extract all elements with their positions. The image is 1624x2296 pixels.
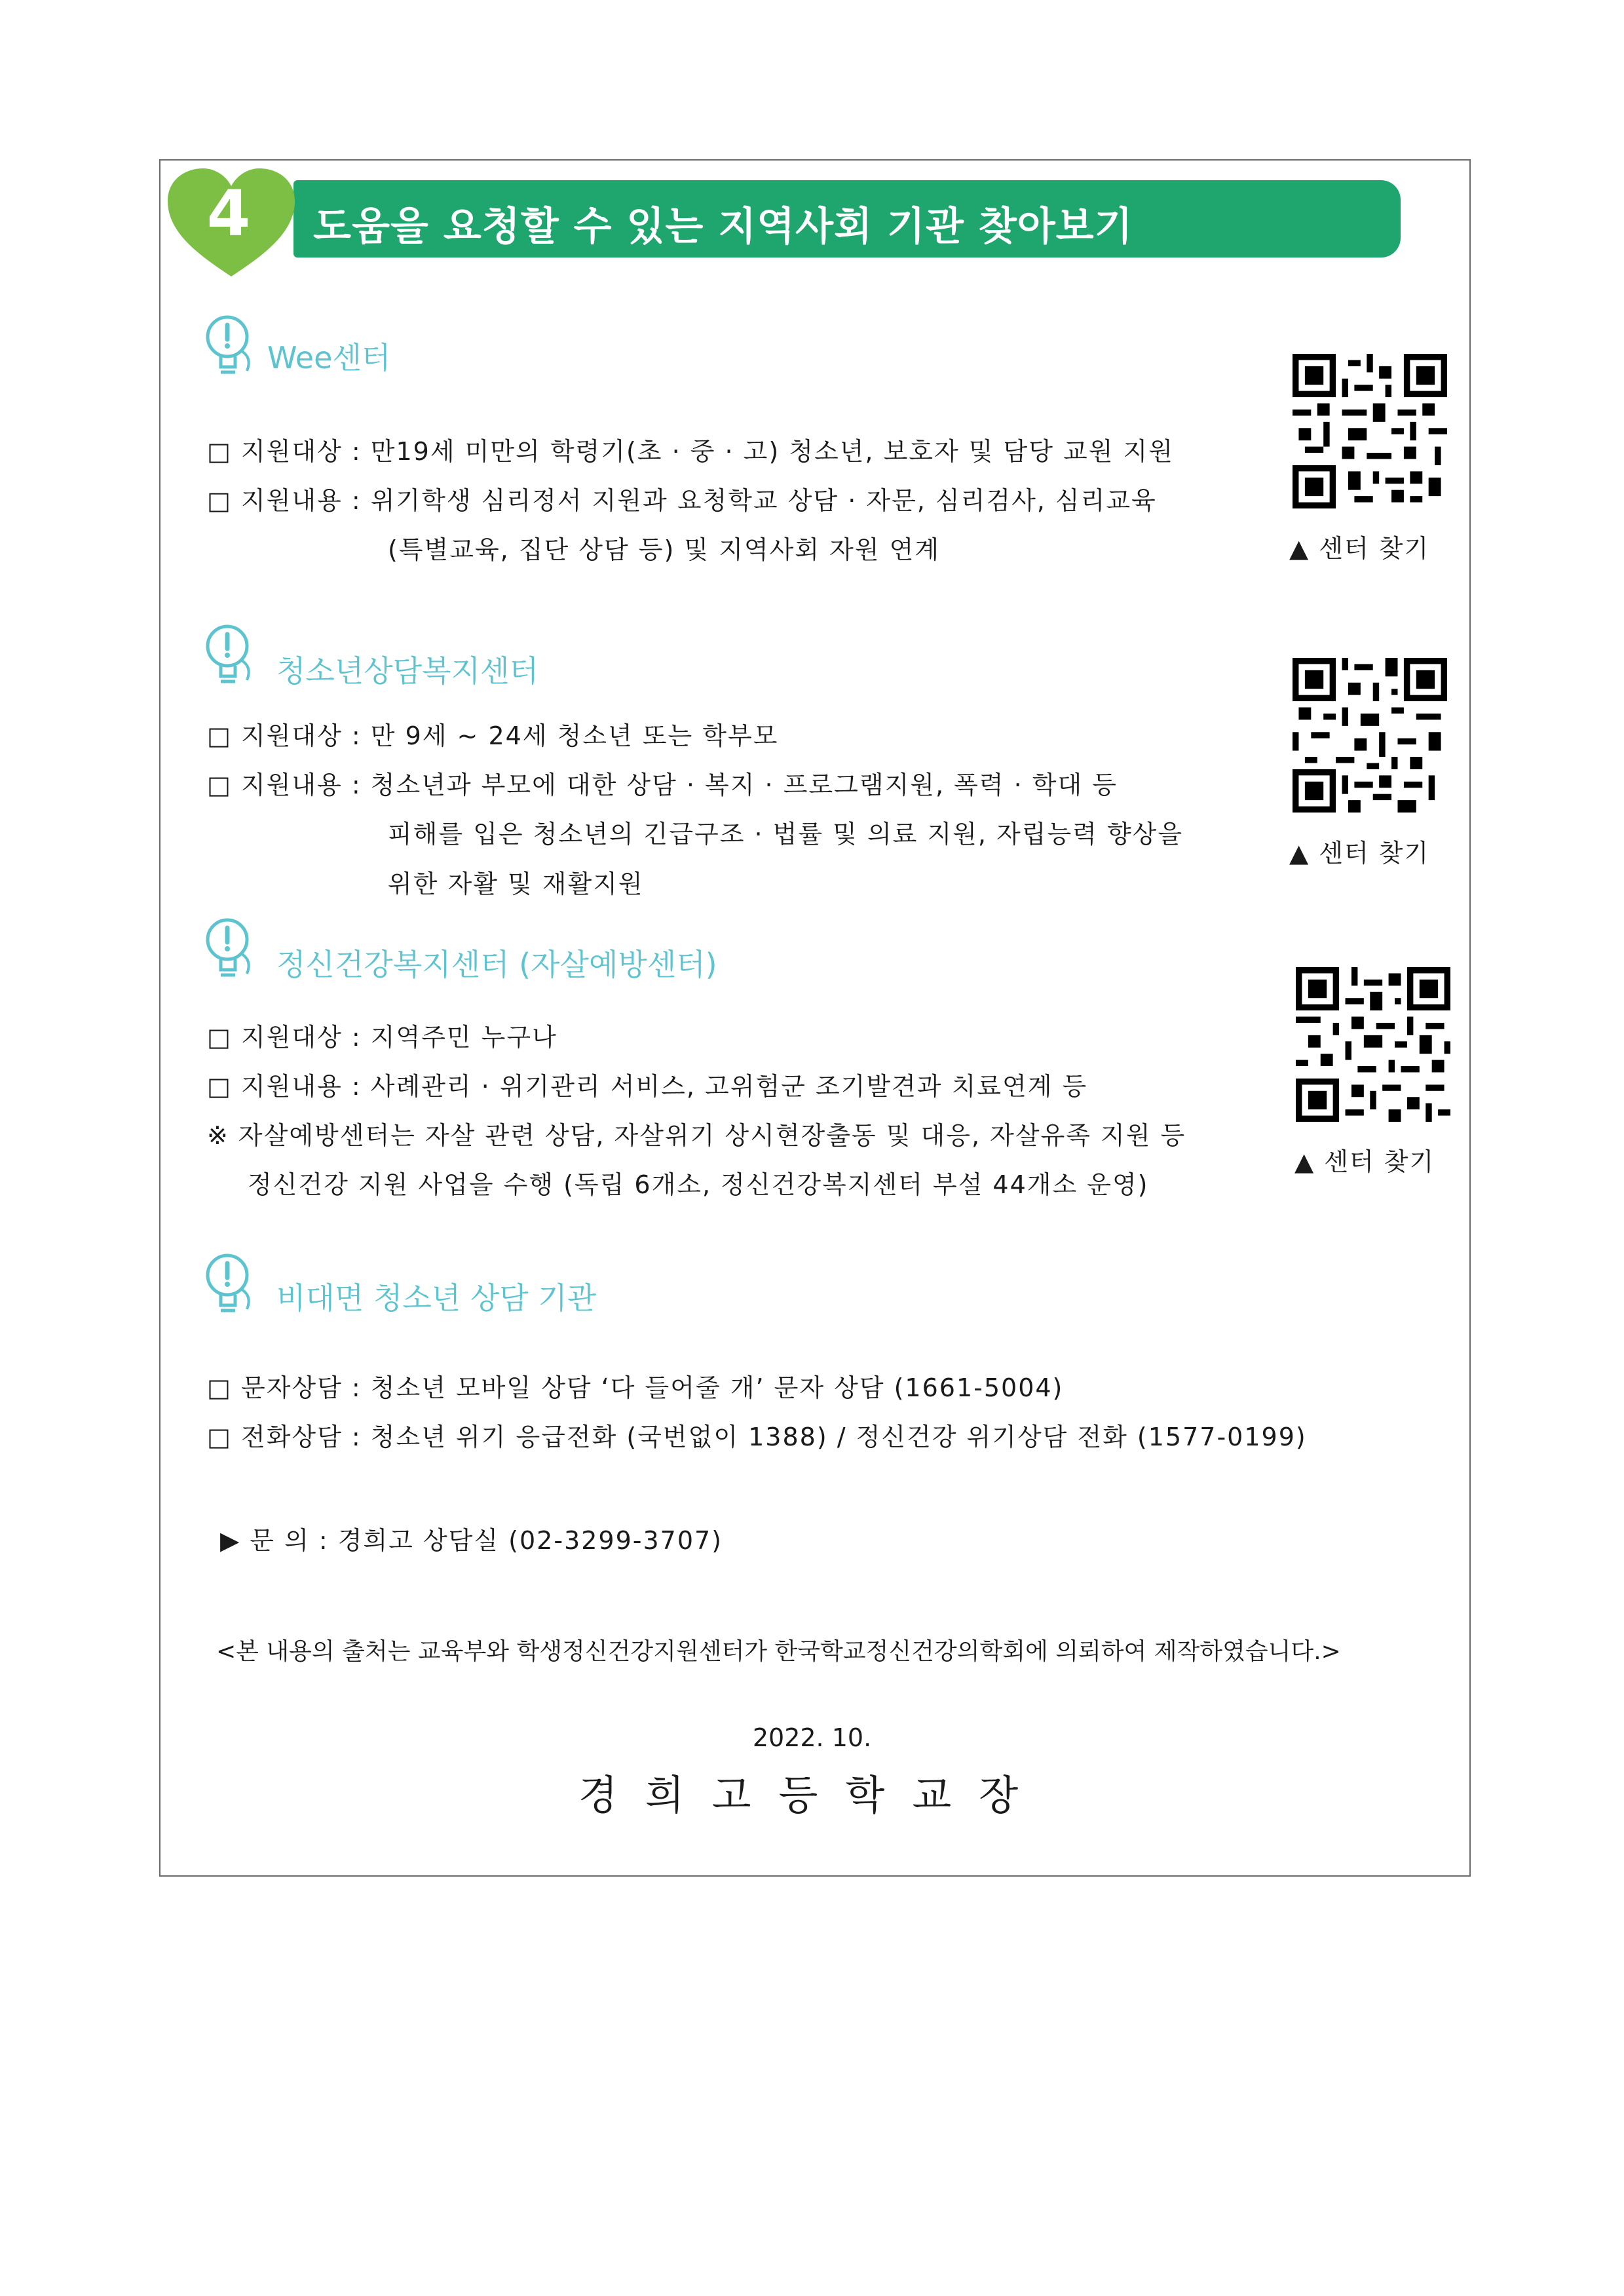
source-note: <본 내용의 출처는 교육부와 학생정신건강지원센터가 한국학교정신건강의학회에 의뢰하여 제작하였습니다.> — [216, 1638, 1341, 1665]
school-signature: 경희고등학교장 — [578, 1771, 1046, 1819]
lightbulb-icon — [201, 621, 256, 689]
section-title: 정신건강복지센터 (자살예방센터) — [276, 947, 717, 982]
qr-caption: ▲ 센터 찾기 — [1289, 534, 1430, 563]
section-line: □ 지원대상 : 만19세 미만의 학령기(초 · 중 · 고) 청소년, 보호자 및 담당 교원 지원 — [207, 437, 1174, 466]
section-line: 피해를 입은 청소년의 긴급구조 · 법률 및 의료 지원, 자립능력 향상을 — [388, 820, 1184, 849]
section-number: 4 — [206, 177, 251, 250]
issue-date: 2022. 10. — [752, 1723, 872, 1752]
section-line: 정신건강 지원 사업을 수행 (독립 6개소, 정신건강복지센터 부설 44개소 운영) — [248, 1170, 1149, 1199]
lightbulb-icon — [201, 312, 256, 380]
section-line: □ 지원내용 : 사례관리 · 위기관리 서비스, 고위험군 조기발견과 치료연계 등 — [207, 1072, 1088, 1101]
section-line: 위한 자활 및 재활지원 — [388, 870, 644, 898]
qr-code-icon[interactable] — [1296, 967, 1450, 1122]
qr-code-icon[interactable] — [1293, 354, 1447, 508]
lightbulb-icon — [201, 915, 256, 983]
section-line: □ 전화상담 : 청소년 위기 응급전화 (국번없이 1388) / 정신건강 위기상담 전화 (1577-0199) — [207, 1423, 1307, 1451]
section-line: □ 문자상담 : 청소년 모바일 상담 ‘다 들어줄 개’ 문자 상담 (1661-5004) — [207, 1373, 1064, 1402]
page-title: 도움을 요청할 수 있는 지역사회 기관 찾아보기 — [313, 204, 1133, 250]
section-line: □ 지원내용 : 청소년과 부모에 대한 상담 · 복지 · 프로그램지원, 폭력 · 학대 등 — [207, 771, 1118, 799]
section-title: 청소년상담복지센터 — [276, 653, 538, 689]
contact-info: ▶ 문 의 : 경희고 상담실 (02-3299-3707) — [220, 1526, 723, 1555]
section-line: □ 지원내용 : 위기학생 심리정서 지원과 요청학교 상담 · 자문, 심리검사, 심리교육 — [207, 486, 1157, 515]
section-line: (특별교육, 집단 상담 등) 및 지역사회 자원 연계 — [388, 535, 941, 564]
section-line: □ 지원대상 : 지역주민 누구나 — [207, 1023, 557, 1052]
lightbulb-icon — [201, 1250, 256, 1318]
section-title: 비대면 청소년 상담 기관 — [276, 1280, 597, 1316]
qr-caption: ▲ 센터 찾기 — [1294, 1147, 1435, 1176]
qr-code-icon[interactable] — [1293, 658, 1447, 813]
section-line: ※ 자살예방센터는 자살 관련 상담, 자살위기 상시현장출동 및 대응, 자살유족 지원 등 — [207, 1121, 1186, 1150]
section-title: Wee센터 — [267, 340, 391, 375]
section-line: □ 지원대상 : 만 9세 ~ 24세 청소년 또는 학부모 — [207, 721, 779, 750]
qr-caption: ▲ 센터 찾기 — [1289, 839, 1430, 868]
